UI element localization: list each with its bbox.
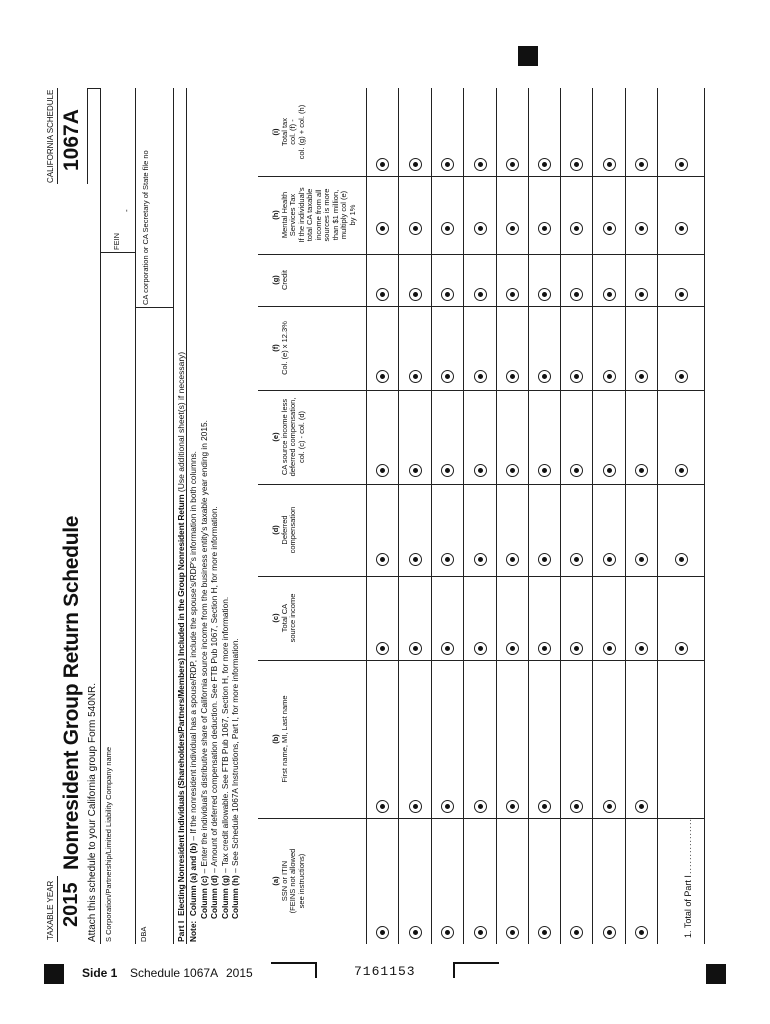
column-header-a [272,818,306,944]
table-cell-i[interactable] [441,158,454,171]
column-header-e [272,390,306,484]
table-cell-e[interactable] [570,464,583,477]
entity-name-rule [135,88,136,944]
column-description-line: CA source income less [279,398,289,476]
table-cell-h[interactable] [409,222,422,235]
column-letter: (d) [271,525,280,535]
column-letter: (f) [271,344,280,352]
column-letter: (g) [271,275,280,285]
table-cell-a[interactable] [603,926,616,939]
column-header-g [272,254,289,306]
table-cell-g[interactable] [570,288,583,301]
form-number: 1067A [60,109,83,171]
page-title: Nonresident Group Return Schedule [60,515,83,870]
table-cell-i[interactable] [376,158,389,171]
column-description-line: Services Tax [288,193,297,237]
table-cell-e[interactable] [538,464,551,477]
column-letter: (i) [271,128,280,136]
column-header-d [272,484,298,576]
fein-divider [101,252,135,253]
table-cell-d[interactable] [441,553,454,566]
part1-heading [176,352,186,942]
taxable-year-label: TAXABLE YEAR [46,880,55,940]
table-cell-h[interactable] [506,222,519,235]
total-cell-e[interactable] [675,464,688,477]
table-cell-a[interactable] [506,926,519,939]
column-description-line: compensation [288,506,297,554]
table-cell-f[interactable] [603,370,616,383]
total-cell-g[interactable] [675,288,688,301]
column-separator [258,576,704,577]
table-cell-c[interactable] [376,642,389,655]
column-description-line: sources is more [322,188,331,242]
table-cell-e[interactable] [376,464,389,477]
note-line-5: Column (h) – See Schedule 1067A Instructions, Part I, for more information. [230,638,240,919]
table-cell-c[interactable] [506,642,519,655]
table-cell-b[interactable] [635,800,648,813]
table-cell-c[interactable] [603,642,616,655]
column-description-line: SSN or ITIN [279,860,289,902]
table-cell-a[interactable] [474,926,487,939]
table-cell-g[interactable] [635,288,648,301]
registration-mark-top-right [518,46,538,66]
total-cell-i[interactable] [675,158,688,171]
table-cell-c[interactable] [570,642,583,655]
table-cell-d[interactable] [506,553,519,566]
table-header-rule [366,88,367,944]
column-separator [258,176,704,177]
row-separator [560,88,561,944]
table-cell-e[interactable] [441,464,454,477]
column-description-line: col. (f) - [288,119,297,145]
table-cell-f[interactable] [376,370,389,383]
table-cell-g[interactable] [506,288,519,301]
table-cell-b[interactable] [441,800,454,813]
table-cell-e[interactable] [603,464,616,477]
form-number-box-left [87,88,88,184]
row-separator [657,88,658,944]
table-cell-a[interactable] [441,926,454,939]
total-cell-c[interactable] [675,642,688,655]
table-cell-c[interactable] [635,642,648,655]
table-cell-g[interactable] [603,288,616,301]
table-cell-i[interactable] [635,158,648,171]
note-line-3: Column (d) – Amount of deferred compensation deduction. See FTB Pub 1067, Section H, for more information. [209,506,219,919]
table-cell-h[interactable] [474,222,487,235]
column-description-line: by 1% [347,204,357,226]
table-cell-f[interactable] [635,370,648,383]
table-cell-d[interactable] [474,553,487,566]
table-cell-a[interactable] [570,926,583,939]
total-label: 1. Total of Part I [683,875,693,938]
column-letter: (h) [271,210,280,220]
table-cell-b[interactable] [376,800,389,813]
table-cell-h[interactable] [538,222,551,235]
california-schedule-underline [57,88,58,184]
column-separator [258,306,704,307]
column-header-f [272,306,289,390]
part1-title: Electing Nonresident Individuals (Shareholders/Partners/Members) Included in the Group Nonresident Return [176,494,186,916]
column-letter: (b) [271,734,280,744]
column-description-line: Mental Health [279,191,289,239]
table-cell-d[interactable] [635,553,648,566]
state-file-label: CA corporation or CA Secretary of State file no [141,150,150,305]
table-cell-g[interactable] [409,288,422,301]
table-cell-d[interactable] [603,553,616,566]
total-cell-f[interactable] [675,370,688,383]
column-description-line: Col. (e) x 12.3% [279,321,289,375]
table-cell-b[interactable] [506,800,519,813]
footer-schedule: Schedule 1067A [130,966,219,980]
table-cell-f[interactable] [538,370,551,383]
total-cell-h[interactable] [675,222,688,235]
table-cell-f[interactable] [474,370,487,383]
taxable-year-underline [57,876,58,942]
note-line-4: Column (g) – Tax credit allowable. See FTB Pub 1067, Section H, for more information. [219,596,230,919]
dba-label: DBA [139,926,148,942]
entity-name-label: S Corporation/Partnership/Limited Liability Company name [104,746,113,942]
dba-rule [173,88,174,944]
column-separator [258,390,704,391]
table-cell-a[interactable] [538,926,551,939]
table-cell-f[interactable] [441,370,454,383]
footer-bracket-left [271,962,317,978]
column-description-line: see instructions) [296,853,306,909]
column-description-line: First name, MI, Last name [279,695,289,783]
table-cell-c[interactable] [409,642,422,655]
footer-code: 7161153 [354,964,416,979]
table-cell-b[interactable] [409,800,422,813]
column-description-line: (FEINS not allowed [288,848,297,914]
column-description-line: Total tax [279,118,289,146]
column-description-line: total CA taxable [305,188,314,242]
column-header-c [272,576,298,660]
table-cell-d[interactable] [538,553,551,566]
part1-title-suffix: (Use additional sheet(s) if necessary) [176,351,186,493]
table-cell-g[interactable] [376,288,389,301]
column-description-line: Credit [279,270,289,291]
table-cell-e[interactable] [635,464,648,477]
registration-mark-bottom-left [44,964,64,984]
table-cell-h[interactable] [603,222,616,235]
table-cell-e[interactable] [409,464,422,477]
table-cell-g[interactable] [474,288,487,301]
fein-separator: - [122,209,131,212]
column-header-i [272,88,306,176]
registration-mark-bottom-right [706,964,726,984]
table-bottom-rule [704,88,705,944]
table-cell-a[interactable] [409,926,422,939]
note-line-2: Column (c) – Enter the individual's distributive share of California source income from the business entity's taxable year ending in 2015. [198,420,209,919]
row-separator [463,88,464,944]
column-description-line: source income [288,593,297,643]
table-cell-d[interactable] [376,553,389,566]
table-cell-h[interactable] [570,222,583,235]
table-cell-c[interactable] [538,642,551,655]
table-cell-h[interactable] [376,222,389,235]
table-cell-i[interactable] [474,158,487,171]
column-header-h [272,176,357,254]
table-cell-i[interactable] [506,158,519,171]
table-cell-g[interactable] [538,288,551,301]
table-cell-b[interactable] [570,800,583,813]
row-separator [496,88,497,944]
frame-line-1 [100,88,101,944]
part1-label: Part I [176,920,186,942]
fein-label: FEIN [112,232,121,250]
notes-block [188,420,241,942]
table-cell-f[interactable] [409,370,422,383]
table-cell-b[interactable] [474,800,487,813]
footer-bracket-right [453,962,499,978]
tax-year: 2015 [60,882,82,927]
column-description-line: Total CA [279,603,289,633]
column-description-line: col. (g) + col. (h) [296,104,306,160]
footer-year: 2015 [226,966,253,980]
state-file-divider [136,307,173,308]
row-separator [528,88,529,944]
table-cell-e[interactable] [474,464,487,477]
frame-top-right [87,88,101,89]
column-description-line: col. (c) - col. (d) [296,410,306,464]
column-separator [258,660,704,661]
row-separator [431,88,432,944]
column-description-line: income from all [313,189,323,241]
table-cell-c[interactable] [474,642,487,655]
column-description-line: Deferred [279,515,289,545]
table-cell-d[interactable] [570,553,583,566]
table-cell-h[interactable] [441,222,454,235]
column-description-line: than $1 million, [330,189,340,241]
table-cell-a[interactable] [376,926,389,939]
table-cell-e[interactable] [506,464,519,477]
total-leader-dots: ................ [683,817,693,874]
column-separator [258,254,704,255]
table-cell-i[interactable] [538,158,551,171]
table-cell-f[interactable] [506,370,519,383]
california-schedule-label: CALIFORNIA SCHEDULE [46,89,55,183]
table-top-rule [186,88,187,944]
total-cell-d[interactable] [675,553,688,566]
column-letter: (c) [271,613,280,623]
table-cell-d[interactable] [409,553,422,566]
column-description-line: If the individual's [296,187,306,243]
table-cell-g[interactable] [441,288,454,301]
row-separator [398,88,399,944]
column-letter: (a) [271,876,280,886]
column-separator [258,818,704,819]
table-cell-b[interactable] [538,800,551,813]
notes-label: Note: [188,920,198,942]
table-cell-f[interactable] [570,370,583,383]
table-cell-i[interactable] [603,158,616,171]
column-header-b [272,660,289,818]
table-cell-h[interactable] [635,222,648,235]
table-cell-c[interactable] [441,642,454,655]
column-description-line: deferred compensation, [288,397,297,477]
row-separator [592,88,593,944]
table-cell-i[interactable] [409,158,422,171]
attach-note: Attach this schedule to your California group Form 540NR. [87,682,98,942]
column-description-line: multiply col (e) [339,190,348,240]
column-separator [258,484,704,485]
table-cell-b[interactable] [603,800,616,813]
row-separator [625,88,626,944]
table-cell-i[interactable] [570,158,583,171]
note-line-1: Note: Column (a) and (b) – If the nonresident individual has a spouse/RDP, include the spouse's/RDP's information in both columns. [188,451,198,942]
table-cell-a[interactable] [635,926,648,939]
footer-side: Side 1 [82,966,118,980]
column-letter: (e) [271,432,280,442]
